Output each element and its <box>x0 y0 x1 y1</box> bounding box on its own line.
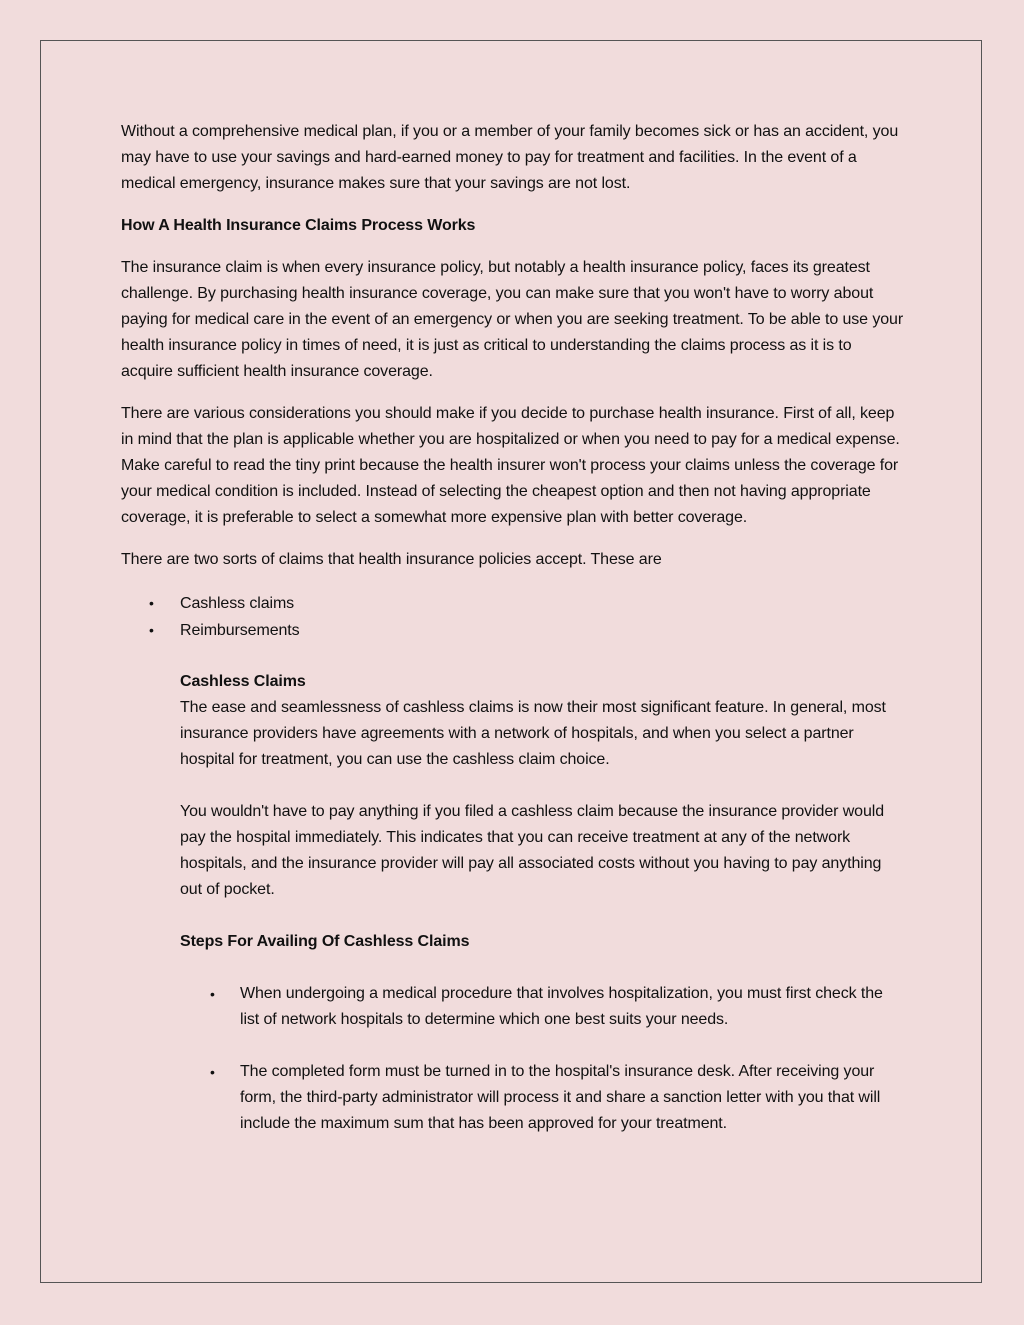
cashless-claims-paragraph: The ease and seamlessness of cashless claims is now their most significant feature. In general, most insurance providers have agreements with a network of hospitals, and when you select a partner hospital for treatment, you can use the cashless claim choice. <box>180 699 886 768</box>
claim-types-intro: There are two sorts of claims that health insurance policies accept. These are <box>121 551 662 568</box>
list-item <box>210 981 906 1033</box>
bullet-icon: • <box>210 1064 215 1080</box>
bullet-icon: • <box>149 595 154 611</box>
considerations-paragraph: There are various considerations you should make if you decide to purchase health insurance. First of all, keep in mind that the plan is applicable whether you are hospitalized or when you need to pay for a medical expense. Make careful to read the tiny print because the health insurer won't process your claims unless the coverage for your medical condition is included. Instead of selecting the cheapest option and then not having appropriate coverage, it is preferable to select a somewhat more expensive plan with better coverage. <box>121 405 900 526</box>
steps-list <box>180 981 906 1137</box>
list-item-label: Cashless claims <box>180 595 295 612</box>
claim-types-list <box>121 590 906 644</box>
list-item <box>149 617 906 644</box>
section-heading: How A Health Insurance Claims Process Works <box>121 217 476 234</box>
step-text: The completed form must be turned in to the hospital's insurance desk. After receiving your form, the third-party administrator will process it and share a sanction letter with you that will include the maximum sum that has been approved for your treatment. <box>240 1063 881 1132</box>
list-item <box>210 1059 906 1137</box>
document-body <box>121 119 906 1163</box>
list-item <box>149 590 906 617</box>
cashless-payment-paragraph: You wouldn't have to pay anything if you filed a cashless claim because the insurance provider would pay the hospital immediately. This indicates that you can receive treatment at any of the network hospitals, and the insurance provider will pay all associated costs without you having to pay anything out of pocket. <box>180 803 885 898</box>
bullet-icon: • <box>149 622 154 638</box>
bullet-icon: • <box>210 986 215 1002</box>
intro-paragraph: Without a comprehensive medical plan, if you or a member of your family becomes sick or has an accident, you may have to use your savings and hard-earned money to pay for treatment and facilities. In the event of a medical emergency, insurance makes sure that your savings are not lost. <box>121 123 899 192</box>
step-text: When undergoing a medical procedure that involves hospitalization, you must first check the list of network hospitals to determine which one best suits your needs. <box>240 985 883 1028</box>
steps-heading: Steps For Availing Of Cashless Claims <box>180 933 470 950</box>
cashless-claims-heading: Cashless Claims <box>180 673 306 690</box>
cashless-claims-section <box>180 669 906 1137</box>
claims-process-paragraph: The insurance claim is when every insurance policy, but notably a health insurance policy, faces its greatest challenge. By purchasing health insurance coverage, you can make sure that you won't have to worry about paying for medical care in the event of an emergency or when you are seeking treatment. To be able to use your health insurance policy in times of need, it is just as critical to understanding the claims process as it is to acquire sufficient health insurance coverage. <box>121 259 904 380</box>
list-item-label: Reimbursements <box>180 622 300 639</box>
